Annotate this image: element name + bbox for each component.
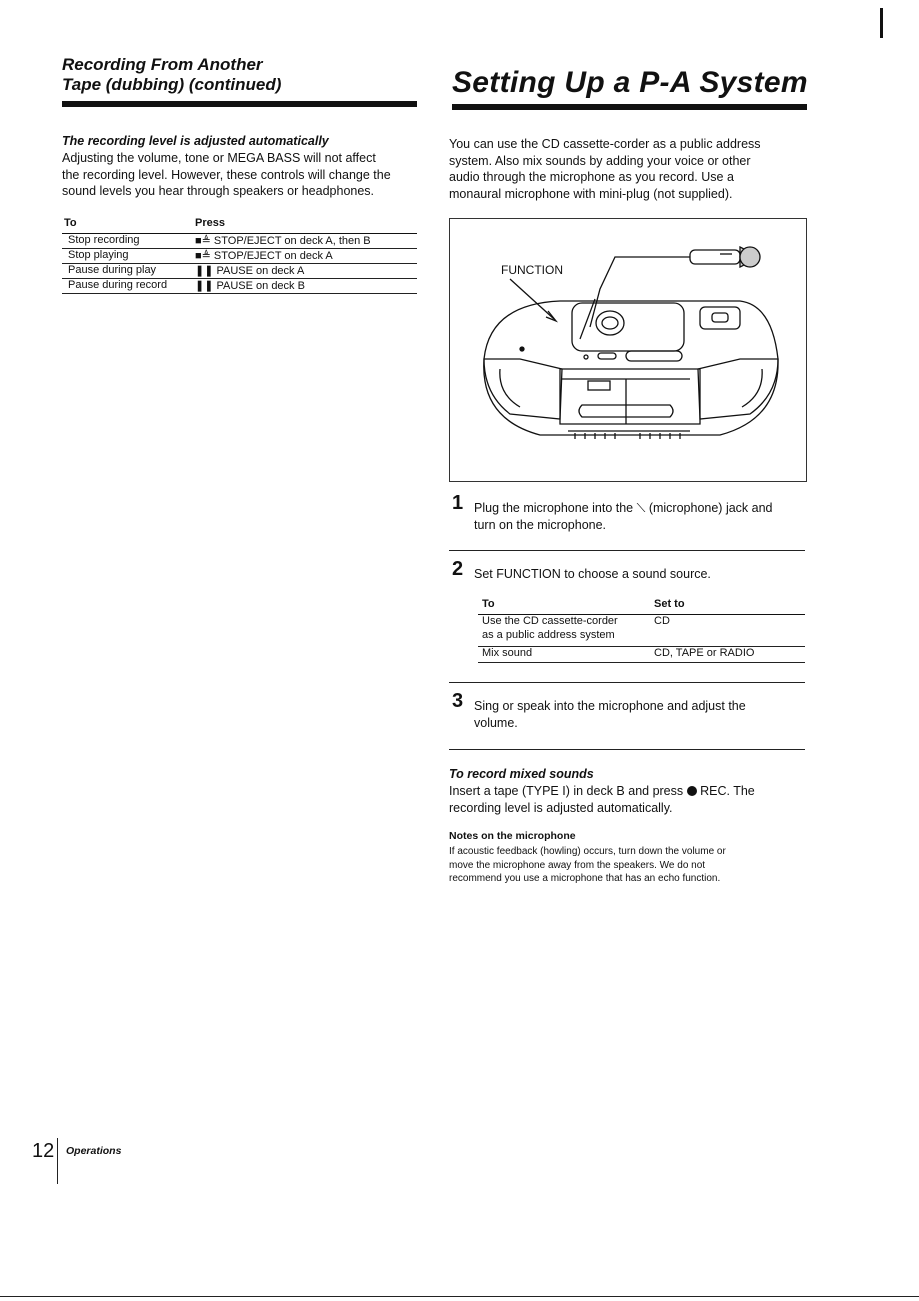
row-set: CD, TAPE or RADIO — [654, 647, 755, 659]
record-dot-icon — [687, 786, 697, 796]
right-intro-line: audio through the microphone as you record. Use a — [449, 170, 734, 184]
step-text — [474, 500, 814, 533]
table-header — [478, 598, 805, 614]
step-number: 3 — [452, 690, 464, 712]
row-to-line: as a public address system — [482, 628, 615, 641]
boombox-illustration — [450, 219, 806, 481]
left-title-rule — [62, 101, 417, 107]
left-title-line-2: Tape (dubbing) (continued) — [62, 75, 282, 94]
divider — [449, 682, 805, 683]
table-row — [478, 614, 805, 646]
table-row — [62, 263, 417, 278]
right-intro — [449, 136, 809, 202]
row-set: CD — [654, 615, 670, 627]
function-table — [478, 598, 805, 663]
row-to: Mix sound — [482, 647, 533, 659]
col-to-header: To — [482, 598, 495, 610]
row-press: ■≜ STOP/EJECT on deck A, then B — [195, 235, 371, 247]
col-to-header: To — [64, 217, 77, 229]
mixed-line: recording level is adjusted automatically. — [449, 800, 673, 815]
row-press: ❚❚ PAUSE on deck B — [195, 280, 305, 292]
notes-title: Notes on the microphone — [449, 830, 576, 842]
left-subhead: The recording level is adjusted automatically — [62, 134, 329, 148]
left-body — [62, 150, 422, 200]
step-line: turn on the microphone. — [474, 517, 607, 532]
row-to: Pause during play — [68, 264, 157, 276]
page-section: Operations — [66, 1145, 122, 1157]
function-label: FUNCTION — [501, 263, 563, 277]
right-intro-line: system. Also mix sounds by adding your voice or other — [449, 153, 751, 168]
divider — [449, 749, 805, 750]
row-to: Pause during record — [68, 279, 168, 291]
corner-mark — [880, 8, 883, 38]
footer-divider — [57, 1138, 58, 1184]
notes-line: If acoustic feedback (howling) occurs, turn down the volume or — [449, 846, 726, 857]
step-text — [474, 566, 814, 583]
step-text — [474, 698, 814, 731]
mixed-body — [449, 783, 809, 816]
table-row — [62, 248, 417, 263]
notes-line: recommend you use a microphone that has an echo function. — [449, 873, 721, 884]
mixed-line-pre: Insert a tape (TYPE I) in deck B and press — [449, 784, 684, 798]
notes-body — [449, 845, 809, 886]
left-body-line: sound levels you hear through speakers or headphones. — [62, 184, 375, 198]
row-to: Stop playing — [68, 249, 129, 261]
step-number: 1 — [452, 492, 464, 514]
col-press-header: Press — [195, 217, 225, 229]
left-title-line-1: Recording From Another — [62, 55, 263, 74]
row-press: ■≜ STOP/EJECT on deck A — [195, 250, 333, 262]
left-section-title — [62, 55, 422, 95]
step-line: volume. — [474, 715, 518, 730]
right-intro-line: monaural microphone with mini-plug (not supplied). — [449, 186, 733, 201]
row-to: Stop recording — [68, 234, 140, 246]
table-row — [62, 278, 417, 294]
step-line: Sing or speak into the microphone and adjust the — [474, 699, 746, 713]
row-to-line: Use the CD cassette-corder — [482, 615, 618, 627]
right-title-rule — [452, 104, 807, 110]
divider — [449, 550, 805, 551]
right-section-title: Setting Up a P-A System — [452, 66, 808, 99]
row-press: ❚❚ PAUSE on deck A — [195, 265, 305, 277]
mixed-line-post: REC. The — [700, 784, 755, 798]
right-intro-line: You can use the CD cassette-corder as a public address — [449, 137, 761, 151]
step-line: Set FUNCTION to choose a sound source. — [474, 567, 711, 581]
left-controls-table — [62, 217, 417, 294]
row-to — [482, 615, 618, 642]
table-row — [62, 233, 417, 248]
cd-cassette-corder-figure — [449, 218, 807, 482]
step-line: Plug the microphone into the ⟍ (microphone) jack and — [474, 501, 773, 515]
mixed-subhead: To record mixed sounds — [449, 767, 594, 781]
left-body-line: Adjusting the volume, tone or MEGA BASS will not affect — [62, 151, 376, 165]
left-body-line: the recording level. However, these controls will change the — [62, 167, 391, 182]
mixed-line — [449, 783, 809, 800]
table-header — [62, 217, 417, 233]
bottom-edge — [0, 1296, 919, 1297]
table-row — [478, 646, 805, 663]
notes-line: move the microphone away from the speakers. We do not — [449, 859, 706, 871]
step-number: 2 — [452, 558, 464, 580]
page-number: 12 — [32, 1140, 55, 1162]
col-setto-header: Set to — [654, 598, 685, 610]
